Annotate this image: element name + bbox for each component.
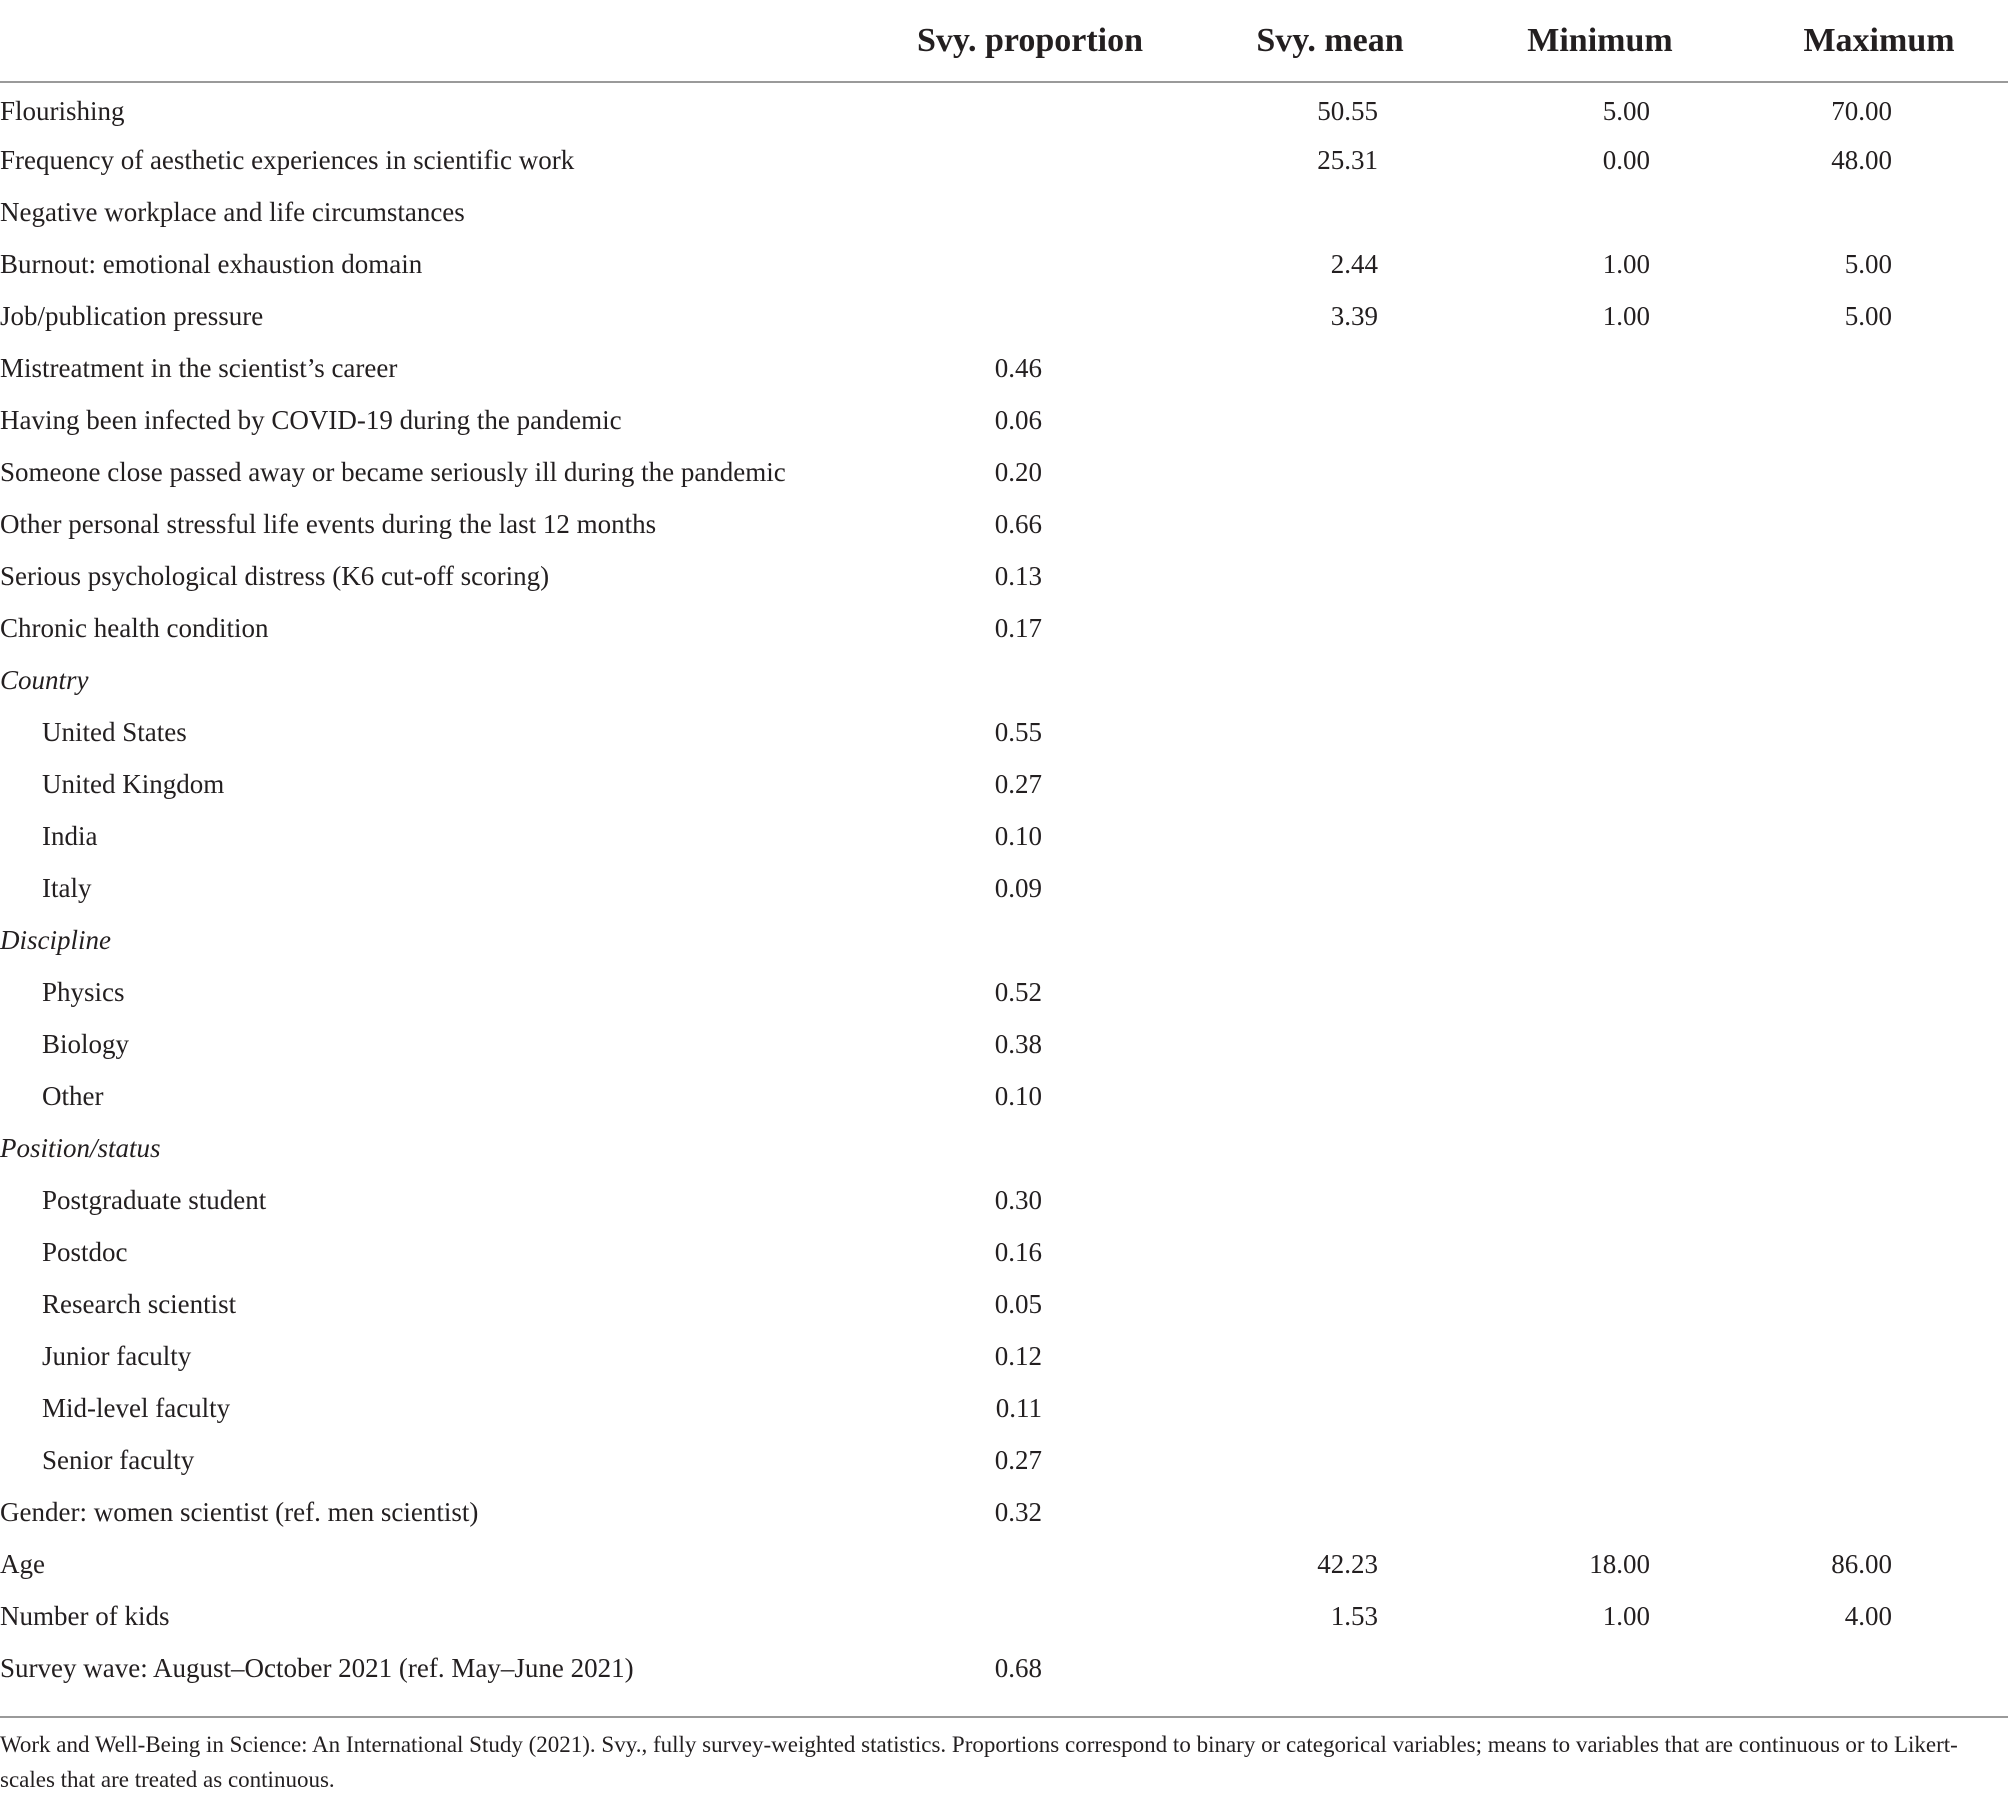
cell-minimum [1450,810,1750,862]
cell-maximum: 5.00 [1844,300,1892,331]
cell-maximum [1750,1434,2008,1486]
cell-maximum [1750,1486,2008,1538]
cell-mean [1210,498,1450,550]
table-row [0,914,2008,966]
table-row [0,1382,2008,1434]
cell-mean [1210,550,1450,602]
header-proportion: Svy. proportion [850,0,1210,82]
row-label: Serious psychological distress (K6 cut-off scoring) [0,560,550,591]
row-label: Flourishing [0,96,125,126]
cell-minimum [1450,758,1750,810]
cell-mean: 3.39 [1330,300,1378,331]
table-header [0,0,2008,82]
header-label [0,0,850,82]
table-row [0,82,2008,134]
cell-maximum [1750,1330,2008,1382]
cell-mean [1210,446,1450,498]
cell-minimum: 1.00 [1602,300,1650,331]
cell-minimum [1450,1642,1750,1694]
cell-maximum [1750,862,2008,914]
cell-mean [1210,1434,1450,1486]
table-row [0,654,2008,706]
cell-proportion: 0.27 [994,768,1042,799]
row-label: Mistreatment in the scientist’s career [0,352,398,383]
cell-proportion [850,654,1210,706]
cell-mean: 25.31 [1317,144,1378,175]
row-label: Chronic health condition [0,612,269,643]
cell-minimum [1450,1434,1750,1486]
row-label: Burnout: emotional exhaustion domain [0,248,423,279]
table-row [0,1538,2008,1590]
table-row [0,1070,2008,1122]
cell-mean: 2.44 [1330,248,1378,279]
table-row [0,1122,2008,1174]
table-row [0,862,2008,914]
cell-mean [1210,1382,1450,1434]
cell-proportion: 0.20 [994,456,1042,487]
row-label: Physics [42,976,125,1007]
cell-minimum [1450,498,1750,550]
row-label: Number of kids [0,1600,170,1631]
cell-maximum [1750,654,2008,706]
cell-mean [1210,654,1450,706]
cell-proportion: 0.30 [994,1184,1042,1215]
table-bottom-rule [0,1716,2008,1718]
row-label: United Kingdom [42,768,225,799]
row-label: Postdoc [42,1236,128,1267]
cell-minimum [1450,1330,1750,1382]
cell-mean: 42.23 [1317,1548,1378,1579]
table-row [0,1642,2008,1694]
cell-minimum [1450,550,1750,602]
cell-proportion [850,1122,1210,1174]
row-label: Age [0,1548,45,1579]
row-label: Research scientist [42,1288,237,1319]
row-label: Mid-level faculty [42,1392,231,1423]
cell-mean [1210,966,1450,1018]
cell-mean [1210,914,1450,966]
cell-maximum [1750,966,2008,1018]
row-label: Someone close passed away or became seriously ill during the pandemic [0,456,786,487]
cell-minimum [1450,706,1750,758]
cell-mean [1210,1226,1450,1278]
cell-proportion: 0.66 [994,508,1042,539]
cell-proportion: 0.55 [994,716,1042,747]
cell-minimum [1450,394,1750,446]
cell-mean [1210,1330,1450,1382]
cell-mean [1210,758,1450,810]
cell-mean [1210,1642,1450,1694]
row-label: Having been infected by COVID-19 during the pandemic [0,404,622,435]
table-row [0,758,2008,810]
cell-maximum [1750,1382,2008,1434]
row-label: Negative workplace and life circumstances [0,196,465,227]
cell-proportion [850,238,1210,290]
cell-proportion: 0.27 [994,1444,1042,1475]
cell-maximum [1750,1174,2008,1226]
cell-proportion: 0.52 [994,976,1042,1007]
cell-minimum [1450,1070,1750,1122]
row-label: Biology [42,1028,130,1059]
cell-proportion: 0.06 [994,404,1042,435]
table-body [0,82,2008,1694]
table-row [0,1226,2008,1278]
table-row [0,134,2008,186]
cell-mean [1210,394,1450,446]
header-mean: Svy. mean [1210,0,1450,82]
table-row [0,550,2008,602]
cell-proportion: 0.16 [994,1236,1042,1267]
cell-minimum: 18.00 [1589,1548,1650,1579]
table-row [0,706,2008,758]
cell-maximum: 86.00 [1831,1548,1892,1579]
row-group-label: Discipline [0,924,111,955]
cell-proportion: 0.05 [994,1288,1042,1319]
cell-mean [1210,810,1450,862]
table-row [0,1278,2008,1330]
cell-proportion: 0.68 [994,1652,1042,1683]
row-group-label: Position/status [0,1132,161,1163]
cell-maximum: 70.00 [1831,96,1892,126]
cell-maximum [1750,1226,2008,1278]
cell-minimum [1450,1382,1750,1434]
cell-mean [1210,1070,1450,1122]
cell-mean [1210,186,1450,238]
cell-mean [1210,1278,1450,1330]
cell-minimum [1450,914,1750,966]
cell-maximum [1750,914,2008,966]
cell-maximum [1750,810,2008,862]
cell-minimum [1450,446,1750,498]
row-label: Junior faculty [42,1340,192,1371]
table-row [0,602,2008,654]
cell-maximum [1750,1018,2008,1070]
cell-proportion [850,134,1210,186]
row-label: United States [42,716,187,747]
table-row [0,1174,2008,1226]
table-row [0,810,2008,862]
table-row [0,1018,2008,1070]
row-label: Frequency of aesthetic experiences in scientific work [0,144,575,175]
header-row [0,0,2008,82]
cell-maximum [1750,602,2008,654]
cell-maximum [1750,498,2008,550]
table-row [0,1486,2008,1538]
cell-maximum [1750,550,2008,602]
table-row [0,186,2008,238]
header-minimum: Minimum [1450,0,1750,82]
cell-mean [1210,1486,1450,1538]
cell-mean [1210,1122,1450,1174]
cell-proportion: 0.32 [994,1496,1042,1527]
table-row [0,446,2008,498]
cell-minimum [1450,966,1750,1018]
cell-mean: 50.55 [1317,96,1378,126]
cell-proportion: 0.12 [994,1340,1042,1371]
table-row [0,1330,2008,1382]
cell-proportion: 0.13 [994,560,1042,591]
cell-maximum [1750,706,2008,758]
cell-proportion [850,186,1210,238]
cell-maximum [1750,342,2008,394]
table-row [0,290,2008,342]
cell-proportion: 0.11 [995,1392,1042,1423]
cell-mean: 1.53 [1330,1600,1378,1631]
cell-mean [1210,1174,1450,1226]
cell-minimum [1450,1486,1750,1538]
cell-mean [1210,602,1450,654]
cell-maximum [1750,758,2008,810]
cell-maximum [1750,1642,2008,1694]
cell-minimum: 5.00 [1602,96,1650,126]
table-row [0,498,2008,550]
cell-minimum: 1.00 [1602,1600,1650,1631]
cell-maximum: 4.00 [1844,1600,1892,1631]
cell-minimum: 1.00 [1602,248,1650,279]
row-label: India [42,820,98,851]
row-label: Postgraduate student [42,1184,267,1215]
table-row [0,342,2008,394]
table-footnote: Work and Well-Being in Science: An International Study (2021). Svy., fully survey-weighted statistics. Proportions correspond to binary or categorical variables; means to variables that are continuous or to Likert-scales that are treated as continuous. [0,1732,1958,1792]
cell-proportion [850,1590,1210,1642]
table-row [0,966,2008,1018]
cell-mean [1210,1018,1450,1070]
table-row [0,238,2008,290]
cell-minimum [1450,862,1750,914]
row-label: Job/publication pressure [0,300,264,331]
row-label: Other [42,1080,104,1111]
cell-mean [1210,342,1450,394]
cell-proportion: 0.10 [994,820,1042,851]
cell-minimum [1450,1226,1750,1278]
cell-maximum [1750,186,2008,238]
cell-proportion [850,82,1210,134]
cell-maximum [1750,1278,2008,1330]
cell-minimum [1450,1278,1750,1330]
cell-minimum [1450,186,1750,238]
cell-maximum [1750,446,2008,498]
cell-maximum: 5.00 [1844,248,1892,279]
cell-minimum [1450,342,1750,394]
header-maximum: Maximum [1750,0,2008,82]
cell-proportion [850,914,1210,966]
cell-maximum: 48.00 [1831,144,1892,175]
cell-proportion: 0.10 [994,1080,1042,1111]
table-row [0,1434,2008,1486]
cell-maximum [1750,1122,2008,1174]
table-row [0,394,2008,446]
row-label: Senior faculty [42,1444,195,1475]
row-label: Italy [42,872,92,903]
cell-maximum [1750,394,2008,446]
cell-proportion [850,1538,1210,1590]
cell-minimum: 0.00 [1602,144,1650,175]
row-label: Survey wave: August–October 2021 (ref. May–June 2021) [0,1652,634,1683]
cell-maximum [1750,1070,2008,1122]
row-group-label: Country [0,664,89,695]
cell-proportion: 0.46 [994,352,1042,383]
cell-proportion: 0.09 [994,872,1042,903]
row-label: Other personal stressful life events during the last 12 months [0,508,657,539]
cell-minimum [1450,1174,1750,1226]
cell-minimum [1450,1018,1750,1070]
cell-mean [1210,706,1450,758]
table-row [0,1590,2008,1642]
cell-minimum [1450,654,1750,706]
cell-proportion: 0.38 [994,1028,1042,1059]
cell-proportion: 0.17 [994,612,1042,643]
row-label: Gender: women scientist (ref. men scientist) [0,1496,479,1527]
cell-minimum [1450,602,1750,654]
cell-mean [1210,862,1450,914]
cell-proportion [850,290,1210,342]
cell-minimum [1450,1122,1750,1174]
